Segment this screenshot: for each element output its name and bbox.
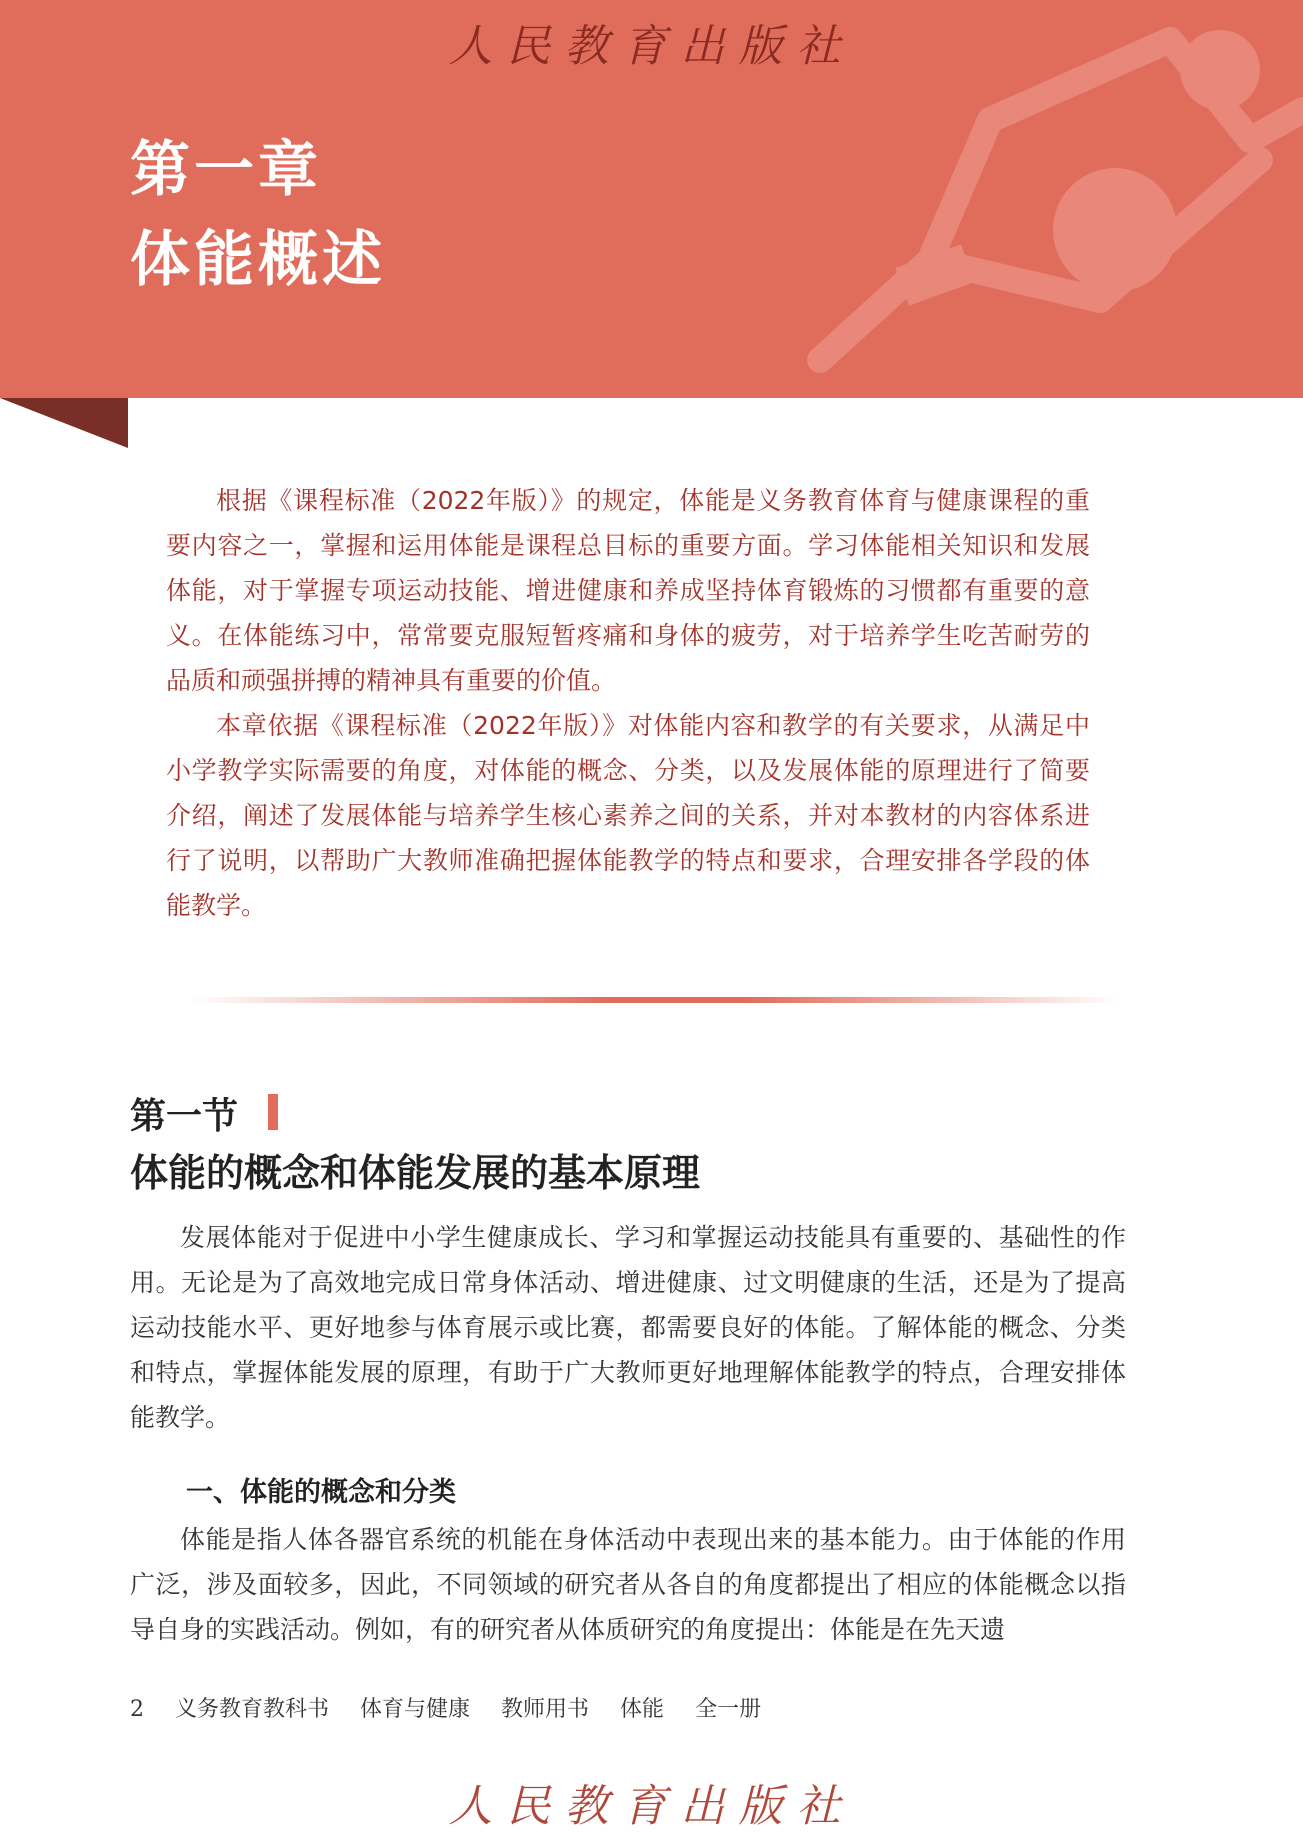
page-footer xyxy=(130,1692,785,1723)
section-divider xyxy=(190,997,1120,1003)
footer-book-type: 教师用书 xyxy=(501,1697,590,1722)
section-body-2 xyxy=(130,1517,1126,1652)
footer-series: 义务教育教科书 xyxy=(175,1697,330,1722)
section-body-1 xyxy=(130,1215,1126,1440)
chapter-title: 体能概述 xyxy=(130,225,386,295)
section-title: 体能的概念和体能发展的基本原理 xyxy=(130,1150,701,1195)
chapter-intro xyxy=(166,478,1090,928)
page-number: 2 xyxy=(130,1697,144,1722)
body-paragraph-2: 体能是指人体各器官系统的机能在身体活动中表现出来的基本能力。由于体能的作用广泛，涉及面较多，因此，不同领域的研究者从各自的角度都提出了相应的体能概念以指导自身的实践活动。例如，有的研究者从体质研究的角度提出：体能是在先天遗 xyxy=(130,1525,1126,1644)
corner-tab xyxy=(0,398,130,450)
subheading: 一、体能的概念和分类 xyxy=(186,1477,456,1508)
footer-subject: 体育与健康 xyxy=(360,1697,471,1722)
chapter-banner xyxy=(0,0,1303,398)
section-number: 第一节 xyxy=(130,1095,239,1137)
publisher-logo-top: 人民教育出版社 xyxy=(448,21,855,72)
chapter-number: 第一章 xyxy=(130,135,322,205)
intro-paragraph-2: 本章依据《课程标准（2022年版）》对体能内容和教学的有关要求，从满足中小学教学实际需要的角度，对体能的概念、分类，以及发展体能的原理进行了简要介绍，阐述了发展体能与培养学生核心素养之间的关系，并对本教材的内容体系进行了说明，以帮助广大教师准确把握体能教学的特点和要求，合理安排各学段的体能教学。 xyxy=(166,711,1090,920)
footer-volume: 全一册 xyxy=(695,1697,762,1722)
section-marker xyxy=(268,1094,278,1130)
publisher-logo-bottom: 人民教育出版社 xyxy=(448,1781,855,1832)
body-paragraph-1: 发展体能对于促进中小学生健康成长、学习和掌握运动技能具有重要的、基础性的作用。无论是为了高效地完成日常身体活动、增进健康、过文明健康的生活，还是为了提高运动技能水平、更好地参与体育展示或比赛，都需要良好的体能。了解体能的概念、分类和特点，掌握体能发展的原理，有助于广大教师更好地理解体能教学的特点，合理安排体能教学。 xyxy=(130,1223,1126,1432)
intro-paragraph-1: 根据《课程标准（2022年版）》的规定，体能是义务教育体育与健康课程的重要内容之一，掌握和运用体能是课程总目标的重要方面。学习体能相关知识和发展体能，对于掌握专项运动技能、增进健康和养成坚持体育锻炼的习惯都有重要的意义。在体能练习中，常常要克服短暂疼痛和身体的疲劳，对于培养学生吃苦耐劳的品质和顽强拼搏的精神具有重要的价值。 xyxy=(166,486,1090,695)
footer-topic: 体能 xyxy=(620,1697,665,1722)
